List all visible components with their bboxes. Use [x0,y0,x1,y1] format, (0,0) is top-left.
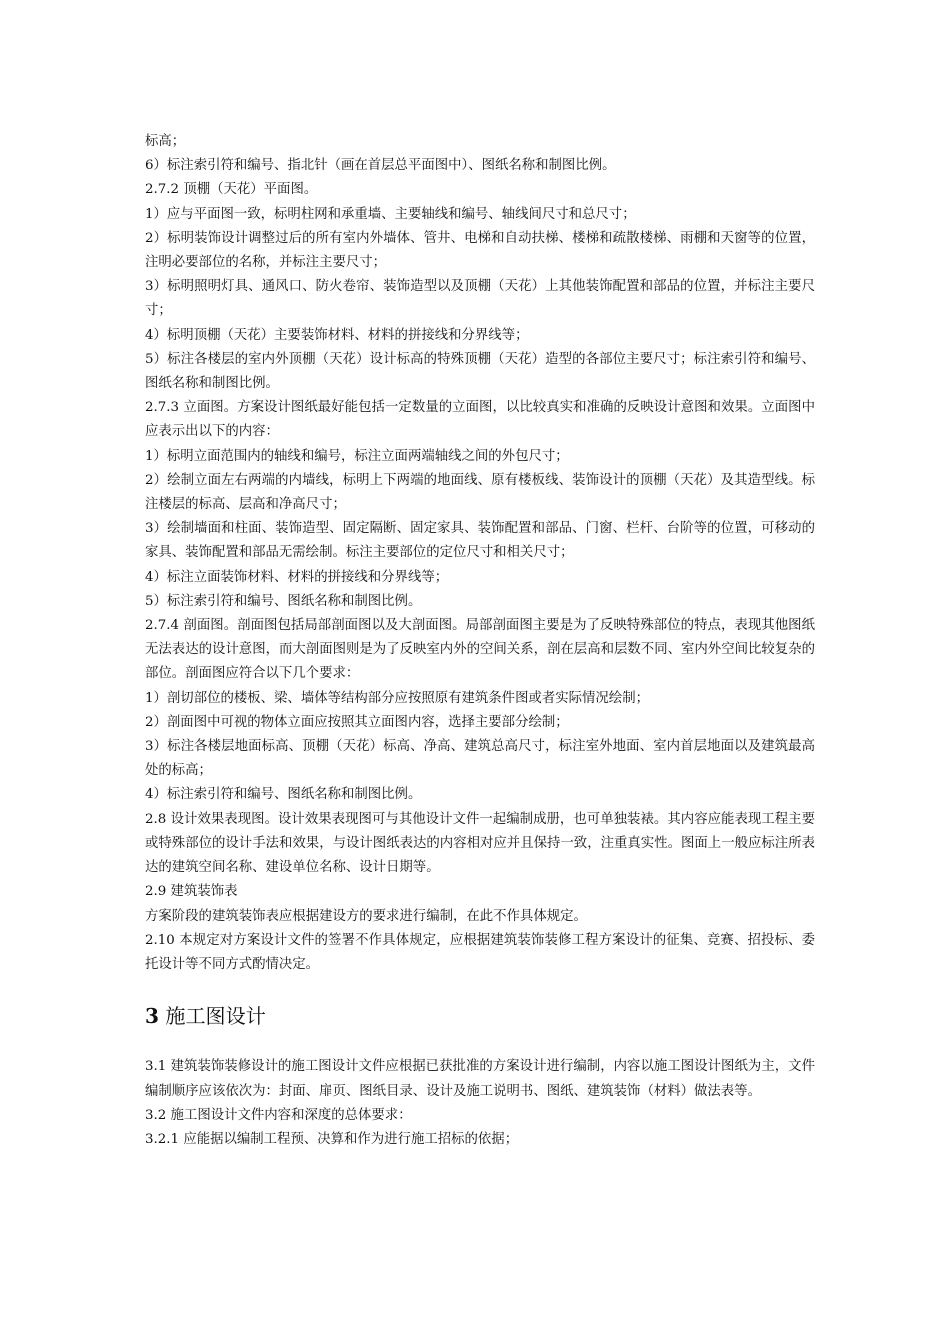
paragraph: 3）绘制墙面和柱面、装饰造型、固定隔断、固定家具、装饰配置和部品、门窗、栏杆、台阶等的位置，可移动的家具、装饰配置和部品无需绘制。标注主要部位的定位尺寸和相关尺寸； [145,521,815,561]
paragraph: 方案阶段的建筑装饰表应根据建设方的要求进行编制，在此不作具体规定。 [145,908,587,924]
section-heading [145,1004,815,1028]
section-title: 施工图设计 [165,1004,266,1029]
paragraph: 3.2.1 应能据以编制工程预、决算和作为进行施工招标的依据； [145,1131,519,1147]
paragraph: 2）剖面图中可视的物体立面应按照其立面图内容，选择主要部分绘制； [145,714,569,730]
paragraph: 3）标注各楼层地面标高、顶棚（天花）标高、净高、建筑总高尺寸，标注室外地面、室内首层地面以及建筑最高处的标高； [145,739,815,779]
paragraph: 4）标明顶棚（天花）主要装饰材料、材料的拼接线和分界线等； [145,327,529,343]
paragraph: 4）标注索引符和编号、图纸名称和制图比例。 [145,787,422,803]
paragraph: 3）标明照明灯具、通风口、防火卷帘、装饰造型以及顶棚（天花）上其他装饰配置和部品的位置，并标注主要尺寸； [145,279,815,319]
paragraph: 6）标注索引符和编号、指北针（画在首层总平面图中）、图纸名称和制图比例。 [145,158,616,174]
paragraph: 1）应与平面图一致，标明柱网和承重墙、主要轴线和编号、轴线间尺寸和总尺寸； [145,206,636,222]
paragraph: 2.7.3 立面图。方案设计图纸最好能包括一定数量的立面图，以比较真实和准确的反映设计意图和效果。立面图中应表示出以下的内容： [145,400,815,440]
paragraph: 2）标明装饰设计调整过后的所有室内外墙体、管井、电梯和自动扶梯、楼梯和疏散楼梯、雨棚和天窗等的位置，注明必要部位的名称，并标注主要尺寸； [145,230,815,271]
paragraph: 4）标注立面装饰材料、材料的拼接线和分界线等； [145,569,449,585]
paragraph: 1）剖切部位的楼板、梁、墙体等结构部分应按照原有建筑条件图或者实际情况绘制； [145,690,649,706]
paragraph: 2.9 建筑装饰表 [145,884,238,900]
paragraph: 5）标注索引符和编号、图纸名称和制图比例。 [145,593,422,609]
paragraph: 2.8 设计效果表现图。设计效果表现图可与其他设计文件一起编制成册，也可单独装裱。其内容应能表现工程主要或特殊部位的设计手法和效果，与设计图纸表达的内容相对应并且保持一致，注重真实性。图面上一般应标注所表达的建筑空间名称、建设单位名称、设计日期等。 [145,811,815,876]
paragraph: 1）标明立面范围内的轴线和编号，标注立面两端轴线之间的外包尺寸； [145,448,569,464]
document-page [145,130,815,1152]
paragraph: 5）标注各楼层的室内外顶棚（天花）设计标高的特殊顶棚（天花）造型的各部位主要尺寸；标注索引符和编号、图纸名称和制图比例。 [145,351,815,392]
paragraph: 3.2 施工图设计文件内容和深度的总体要求： [145,1107,412,1123]
paragraph: 2.10 本规定对方案设计文件的签署不作具体规定，应根据建筑装饰装修工程方案设计的征集、竞赛、招投标、委托设计等不同方式酌情决定。 [145,932,815,972]
section-number: 3 [145,1004,159,1029]
paragraph: 2）绘制立面左右两端的内墙线，标明上下两端的地面线、原有楼板线、装饰设计的顶棚（天花）及其造型线。标注楼层的标高、层高和净高尺寸； [145,472,815,513]
paragraph: 2.7.2 顶棚（天花）平面图。 [145,182,318,198]
paragraph: 2.7.4 剖面图。剖面图包括局部剖面图以及大剖面图。局部剖面图主要是为了反映特殊部位的特点，表现其他图纸无法表达的设计意图，而大剖面图则是为了反映室内外的空间关系，剖在层高和层数不同、室内外空间比较复杂的部位。剖面图应符合以下几个要求： [145,618,815,682]
paragraph: 标高； [145,134,186,149]
paragraph: 3.1 建筑装饰装修设计的施工图设计文件应根据已获批准的方案设计进行编制，内容以施工图设计图纸为主，文件编制顺序应该依次为：封面、扉页、图纸目录、设计及施工说明书、图纸、建筑装饰（材料）做法表等。 [145,1059,815,1099]
